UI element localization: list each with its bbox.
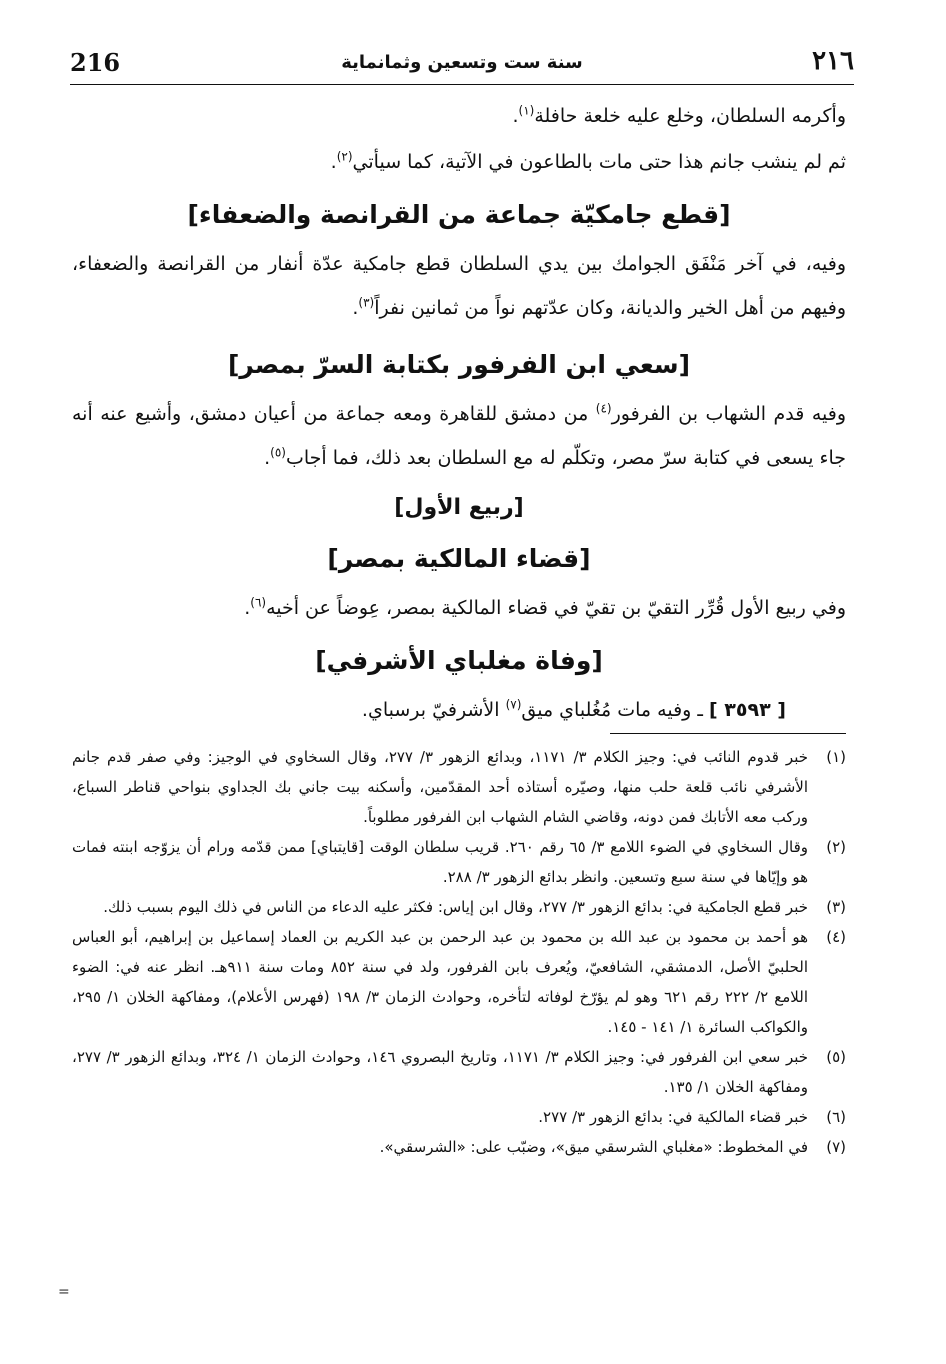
section-heading: [سعي ابن الفرفور بكتابة السرّ بمصر] <box>227 350 691 379</box>
footnotes <box>72 742 846 1162</box>
period: . <box>244 597 251 619</box>
paragraph-4 <box>72 392 846 480</box>
footnote-separator <box>610 733 846 734</box>
footnote-text: خبر سعي ابن الفرفور في: وجيز الكلام ٣/ ١١٧١، وتاريخ البصروي ١٤٦، وحوادث الزمان ١/ ٣٢٤، وبدائع الزهور ٣/ ٢٧٧، ومفاكهة الخلان ١/ ١٣٥. <box>72 1048 809 1096</box>
footnote-text: خبر قطع الجامكية في: بدائع الزهور ٣/ ٢٧٧، وقال ابن إياس: فكثر عليه الدعاء من الناس في ذلك اليوم بسبب ذلك. <box>103 898 808 916</box>
footnote-text: خبر قدوم النائب في: وجيز الكلام ٣/ ١١٧١، وبدائع الزهور ٣/ ٢٧٧، وقال السخاوي في الوجيز: وفي صفر قدم جانم الأشرفي نائب قلعة حلب منها، وصيّره أستاذه أحد المقدّمين، وأسكنه بيت جاني بك الجداوي بنواحي قناطر السباع، وركب معه الأتابك فمن دونه، وقاضي الشام الشهاب ابن الفرفور مطلوباً. <box>72 748 808 826</box>
footnote <box>72 832 846 892</box>
section-heading: [قطع جامكيّة جماعة من القرانصة والضعفاء] <box>187 200 731 229</box>
footnote-ref[interactable]: (٤) <box>595 401 612 416</box>
section-heading: [وفاة مغلباي الأشرفي] <box>315 646 603 675</box>
paragraph-1 <box>72 94 846 138</box>
footnote-number: (٦) <box>826 1108 846 1126</box>
period: . <box>352 297 359 319</box>
main-text <box>72 94 846 732</box>
running-header <box>70 44 854 85</box>
footnote-number: (٣) <box>826 898 846 916</box>
paragraph-text: وفي ربيع الأول قُرِّر التقيّ بن تقيّ في قضاء المالكية بمصر، عِوضاً عن أخيه <box>266 597 846 619</box>
footnote-text: خبر قضاء المالكية في: بدائع الزهور ٣/ ٢٧٧. <box>538 1108 808 1126</box>
footnote-number: (٢) <box>826 838 846 856</box>
footnote-number: (٥) <box>826 1048 846 1066</box>
footnote <box>72 1132 846 1162</box>
paragraph-text: وأكرمه السلطان، وخلع عليه خلعة حافلة <box>534 105 846 127</box>
footnote-text: هو أحمد بن محمود بن عبد الله بن محمود بن عبد الرحمن بن عبد الكريم بن العماد إسماعيل بن إبراهيم، أبو العباس الحلبيّ الأصل، الدمشقي، الشافعيّ، ويُعرف بابن الفرفور، ولد في سنة ٨٥٢ ومات سنة ٩١١هـ. انظر عنه في: الضوء اللامع ٢/ ٢٢٢ رقم ٦٢١ وهو لم يؤرّخ لوفاته لتأخره، وحوادث الزمان ٣/ ١٩٨ (فهرس الأعلام)، ومفاكهة الخلان ١/ ٢٩٥، والكواكب السائرة ١/ ١٤١ - ١٤٥. <box>72 928 808 1036</box>
paragraph-6 <box>72 688 846 732</box>
paragraph-2 <box>72 140 846 184</box>
margin-mark: = <box>58 1284 70 1300</box>
footnote-text: وقال السخاوي في الضوء اللامع ٣/ ٦٥ رقم ٢٦٠. قريب سلطان الوقت [قايتباي] ممن قدّمه ورام أن يزوّجه ابنته فمات هو وإيّاها في سنة سبع وتسعين. وانظر بدائع الزهور ٣/ ٢٨٨. <box>72 838 809 886</box>
period: . <box>512 105 519 127</box>
period: . <box>264 447 271 469</box>
page-number-latin: 216 <box>70 48 121 77</box>
footnote-ref[interactable]: (١) <box>518 103 535 118</box>
footnote-text: في المخطوط: «مغلباي الشرسقي ميق»، وضبّب على: «الشرسقي». <box>379 1138 808 1156</box>
entry-number: [ ٣٥٩٣ ] <box>708 699 786 721</box>
footnote-ref[interactable]: (٥) <box>270 445 286 460</box>
footnote <box>72 922 846 1042</box>
running-title: سنة ست وتسعين وثمانماية <box>341 52 583 73</box>
footnote <box>72 742 846 832</box>
footnote-number: (٤) <box>826 928 846 946</box>
paragraph-text: الأشرفيّ برسباي. <box>361 699 500 721</box>
footnote <box>72 1042 846 1102</box>
section-heading: [قضاء المالكية بمصر] <box>327 544 591 573</box>
paragraph-text: وفيه، في آخر مَنْفَق الجوامك بين يدي السلطان قطع جامكية عدّة أنفار من القرانصة والضعفاء، وفيهم من أهل الخير والديانة، وكان عدّتهم نواً من ثمانين نفراً <box>72 253 846 319</box>
paragraph-5 <box>72 586 846 630</box>
period: . <box>330 151 337 173</box>
month-heading: [ربيع الأول] <box>394 495 524 520</box>
footnote-number: (٧) <box>826 1138 846 1156</box>
footnote-ref[interactable]: (٢) <box>336 149 353 164</box>
page-number-arabic: ٢١٦ <box>812 46 854 76</box>
footnote-ref[interactable]: (٦) <box>250 595 267 610</box>
footnote-ref[interactable]: (٧) <box>505 697 522 712</box>
footnote-number: (١) <box>826 748 846 766</box>
footnote <box>72 1102 846 1132</box>
footnote <box>72 892 846 922</box>
paragraph-text: ثم لم ينشب جانم هذا حتى مات بالطاعون في الآتية، كما سيأتي <box>352 151 846 173</box>
paragraph-text: وفيه قدم الشهاب بن الفرفور <box>611 403 846 425</box>
paragraph-3 <box>72 242 846 330</box>
paragraph-text: من دمشق للقاهرة ومعه جماعة من أعيان دمشق، وأشيع عنه أنه جاء يسعى في كتابة سرّ مصر، وتكلّم له مع السلطان بعد ذلك، فما أجاب <box>72 403 846 469</box>
footnote-ref[interactable]: (٣) <box>358 295 375 310</box>
paragraph-text: ـ وفيه مات مُغُلباي ميق <box>521 699 703 721</box>
